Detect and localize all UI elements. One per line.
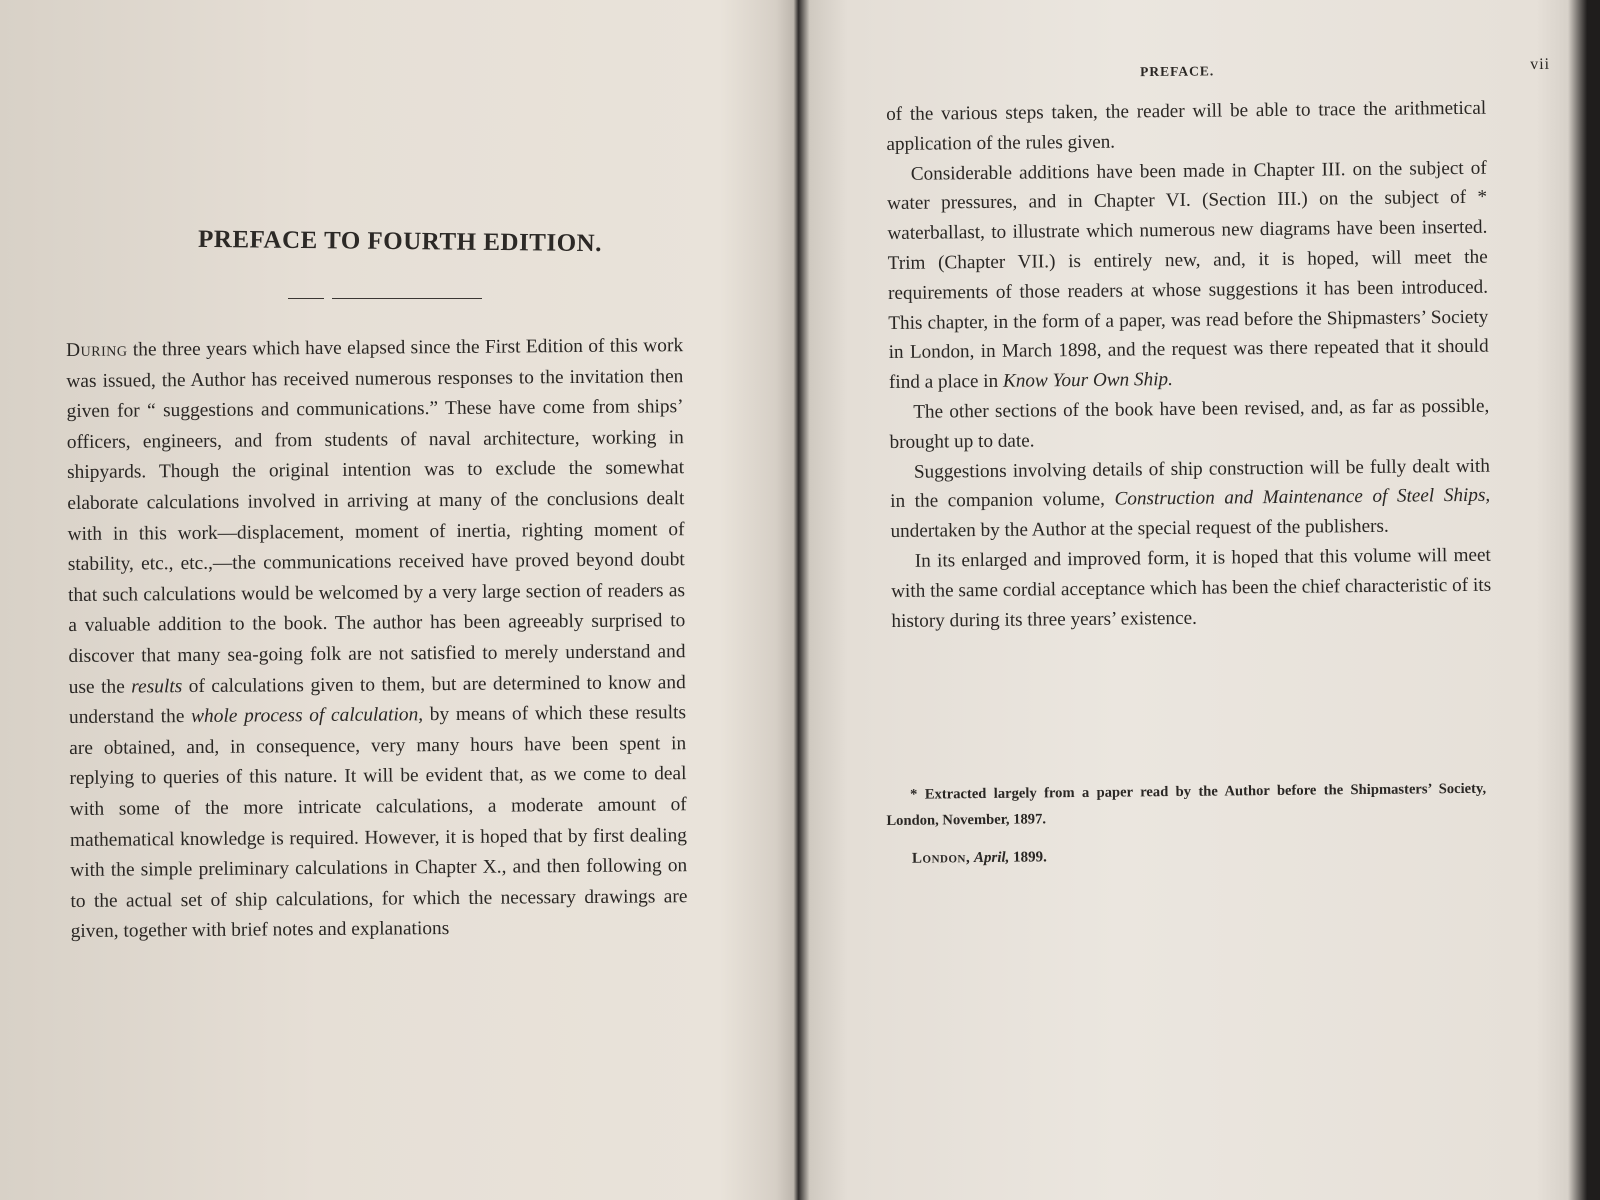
signoff — [912, 849, 1047, 867]
text-run: by means of which these results are obtained, and, in consequence, very many hours have been spent in replying to queries of this nature. It will be evident that, as we come to deal with some of the more intricate calculations, a moderate amount of mathematical knowledge is required. However, it is hoped that by first dealing with the simple preliminary calculations in Chapter X., and then following on to the actual set of ship calculations, for which the necessary drawings are given, together with brief notes and explanations — [69, 702, 688, 943]
left-body-text — [66, 331, 688, 948]
title-rule — [288, 298, 482, 299]
text-run: the three years which have elapsed since the First Edition of this work was issued, the Author has received numerous responses to the invitation then given for “ suggestions and communications.” These have come from ships’ officers, engineers, and from students of naval architecture, working in shipyards. Though the original intention was to exclude the somewhat elaborate calculations involved in arriving at many of the conclusions dealt with in this work—displacement, moment of inertia, righting moment of stability, etc., etc.,—the communications received have proved beyond doubt that such calculations would be welcomed by a very large section of readers as a valuable addition to the book. The author has been agreeably surprised to discover that many sea-going folk are not satisfied to merely understand and use the — [66, 335, 686, 698]
text-run: Considerable additions have been made in Chapter III. on the subject of water pressures, and in Chapter VI. (Section III.) on the subject of * waterballast, to illustrate which numerous new diagrams have been inserted. Trim (Chapter VII.) is entirely new, and, it is hoped, will meet the requirements of those readers at whose suggestions it has been introduced. This chapter, in the form of a paper, was read before the Shipmasters’ Society in London, in March 1898, and the request was there repeated that it should find a place in — [886, 157, 1489, 394]
title-rule-gap — [324, 296, 332, 300]
text-run: undertaken by the Author at the special request of the publishers. — [890, 515, 1389, 543]
paragraph: The other sections of the book have been revised, and, as far as possible, brought up to date. — [889, 395, 1490, 453]
footnote-text: * Extracted largely from a paper read by the Author before the Shipmasters’ Society, London, November, 1897. — [886, 780, 1487, 829]
paragraph: In its enlarged and improved form, it is hoped that this volume will meet with the same cordial acceptance which has been the chief characteristic of its history during its three years’ existence. — [891, 544, 1492, 632]
paragraph — [887, 153, 1489, 398]
italic-run: Construction and Maintenance of Steel Ships, — [1114, 485, 1491, 510]
paragraph — [66, 331, 688, 948]
dropcap-word: During — [66, 339, 128, 361]
paragraph — [890, 451, 1491, 547]
signoff-date: April, — [973, 849, 1010, 867]
running-head — [1140, 55, 1551, 80]
left-page — [0, 0, 790, 1200]
chapter-title: PREFACE TO FOURTH EDITION. — [197, 225, 603, 258]
page-number: vii — [1530, 55, 1551, 74]
footnote — [886, 776, 1487, 834]
signoff-year: 1899. — [1013, 849, 1047, 866]
text-run: of calculations given to them, but are determined to know and understand the — [68, 671, 686, 729]
show-through-text — [190, 118, 550, 142]
right-body-text — [886, 94, 1492, 637]
right-page — [800, 0, 1580, 1200]
italic-run: results — [131, 675, 183, 698]
running-head-title: PREFACE. — [1140, 63, 1215, 80]
italic-run: whole process of calculation, — [191, 704, 424, 728]
text-run: Suggestions involving details of ship construction will be fully dealt with in the companion volume, — [890, 455, 1490, 513]
signoff-place: London, — [911, 850, 971, 867]
paragraph: of the various steps taken, the reader will be able to trace the arithmetical application of the rules given. — [886, 97, 1487, 155]
italic-run: Know Your Own Ship. — [1002, 369, 1173, 392]
